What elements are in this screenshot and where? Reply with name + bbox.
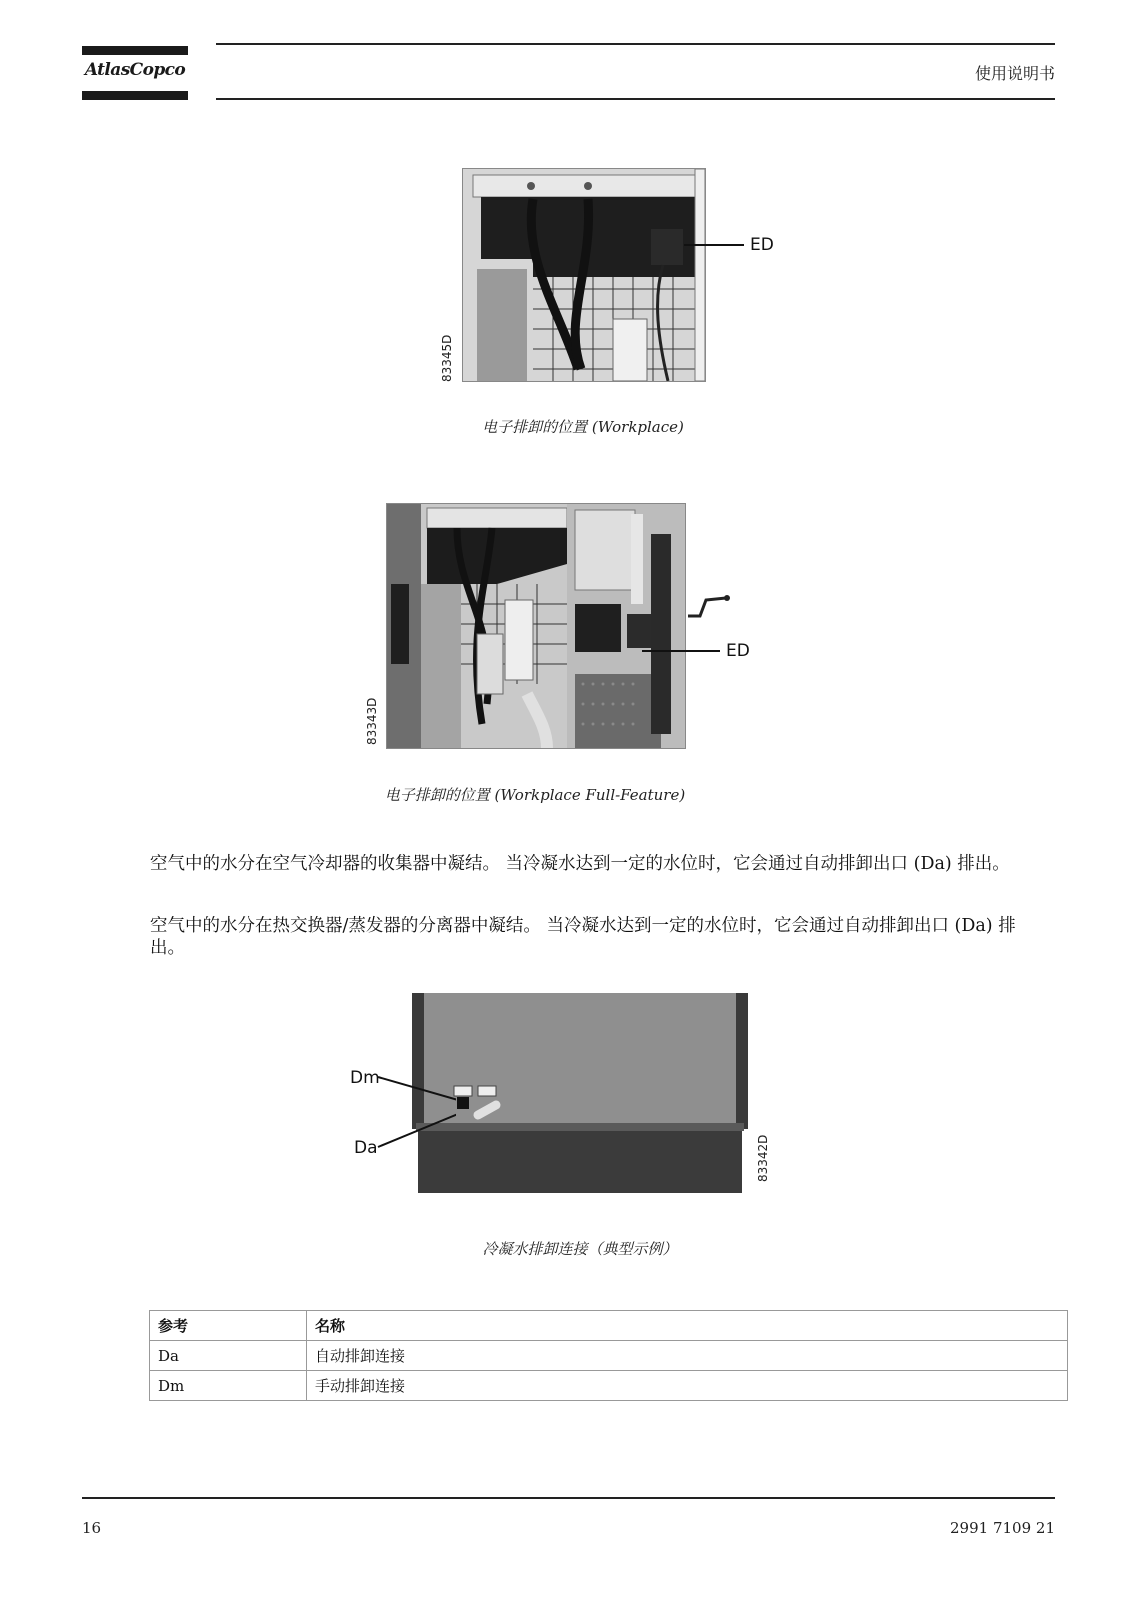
figure-2-callout-line	[642, 649, 720, 653]
table-header-reference: 参考	[150, 1311, 307, 1341]
page-number: 16	[82, 1519, 102, 1537]
header-rule-bottom	[216, 98, 1055, 100]
figure-1-id: 83345D	[440, 334, 454, 382]
table-header-name: 名称	[307, 1311, 1068, 1341]
document-number: 2991 7109 21	[950, 1519, 1055, 1537]
document-type: 使用说明书	[974, 64, 1055, 83]
table-header-row	[150, 1311, 1068, 1341]
body-paragraph-1: 空气中的水分在空气冷却器的收集器中凝结。 当冷凝水达到一定的水位时，它会通过自动排卸出口 (Da) 排出。	[150, 854, 1010, 874]
figure-2-caption: 电子排卸的位置 (Workplace Full-Feature)	[384, 786, 686, 804]
table-row	[150, 1371, 1068, 1401]
table-cell-reference: Da	[150, 1341, 307, 1371]
table-cell-name: 手动排卸连接	[307, 1371, 1068, 1401]
figure-2-photo	[386, 503, 686, 749]
table-cell-reference: Dm	[150, 1371, 307, 1401]
figure-2-cable-sketch	[686, 592, 730, 622]
figure-1-callout-line	[684, 243, 744, 247]
footer-rule	[82, 1497, 1055, 1499]
body-paragraph-2: 空气中的水分在热交换器/蒸发器的分离器中凝结。 当冷凝水达到一定的水位时，它会通过自动排卸出口 (Da) 排出。	[150, 916, 1016, 958]
figure-3-callout-da: Da	[354, 1138, 378, 1158]
figure-1-callout-ed: ED	[750, 235, 774, 255]
figure-2-id: 83343D	[365, 697, 379, 745]
figure-1-illustration	[463, 169, 705, 381]
header-rule-top	[216, 43, 1055, 45]
figure-3-id: 83342D	[756, 1134, 770, 1182]
figure-1-caption: 电子排卸的位置 (Workplace)	[482, 418, 684, 436]
figure-1-photo	[462, 168, 706, 382]
figure-3-illustration	[412, 993, 748, 1193]
logo-text: AtlasCopco	[84, 60, 186, 80]
figure-3-photo	[412, 993, 748, 1193]
atlas-copco-logo	[82, 46, 188, 100]
figure-3-callout-dm: Dm	[350, 1068, 380, 1088]
table-row	[150, 1341, 1068, 1371]
logo-bar-top	[82, 46, 188, 55]
table-cell-name: 自动排卸连接	[307, 1341, 1068, 1371]
figure-2-callout-ed: ED	[726, 641, 750, 661]
reference-table	[149, 1310, 1068, 1401]
figure-3-caption: 冷凝水排卸连接（典型示例）	[482, 1240, 678, 1258]
logo-bar-bottom	[82, 91, 188, 100]
figure-2-illustration	[387, 504, 685, 748]
